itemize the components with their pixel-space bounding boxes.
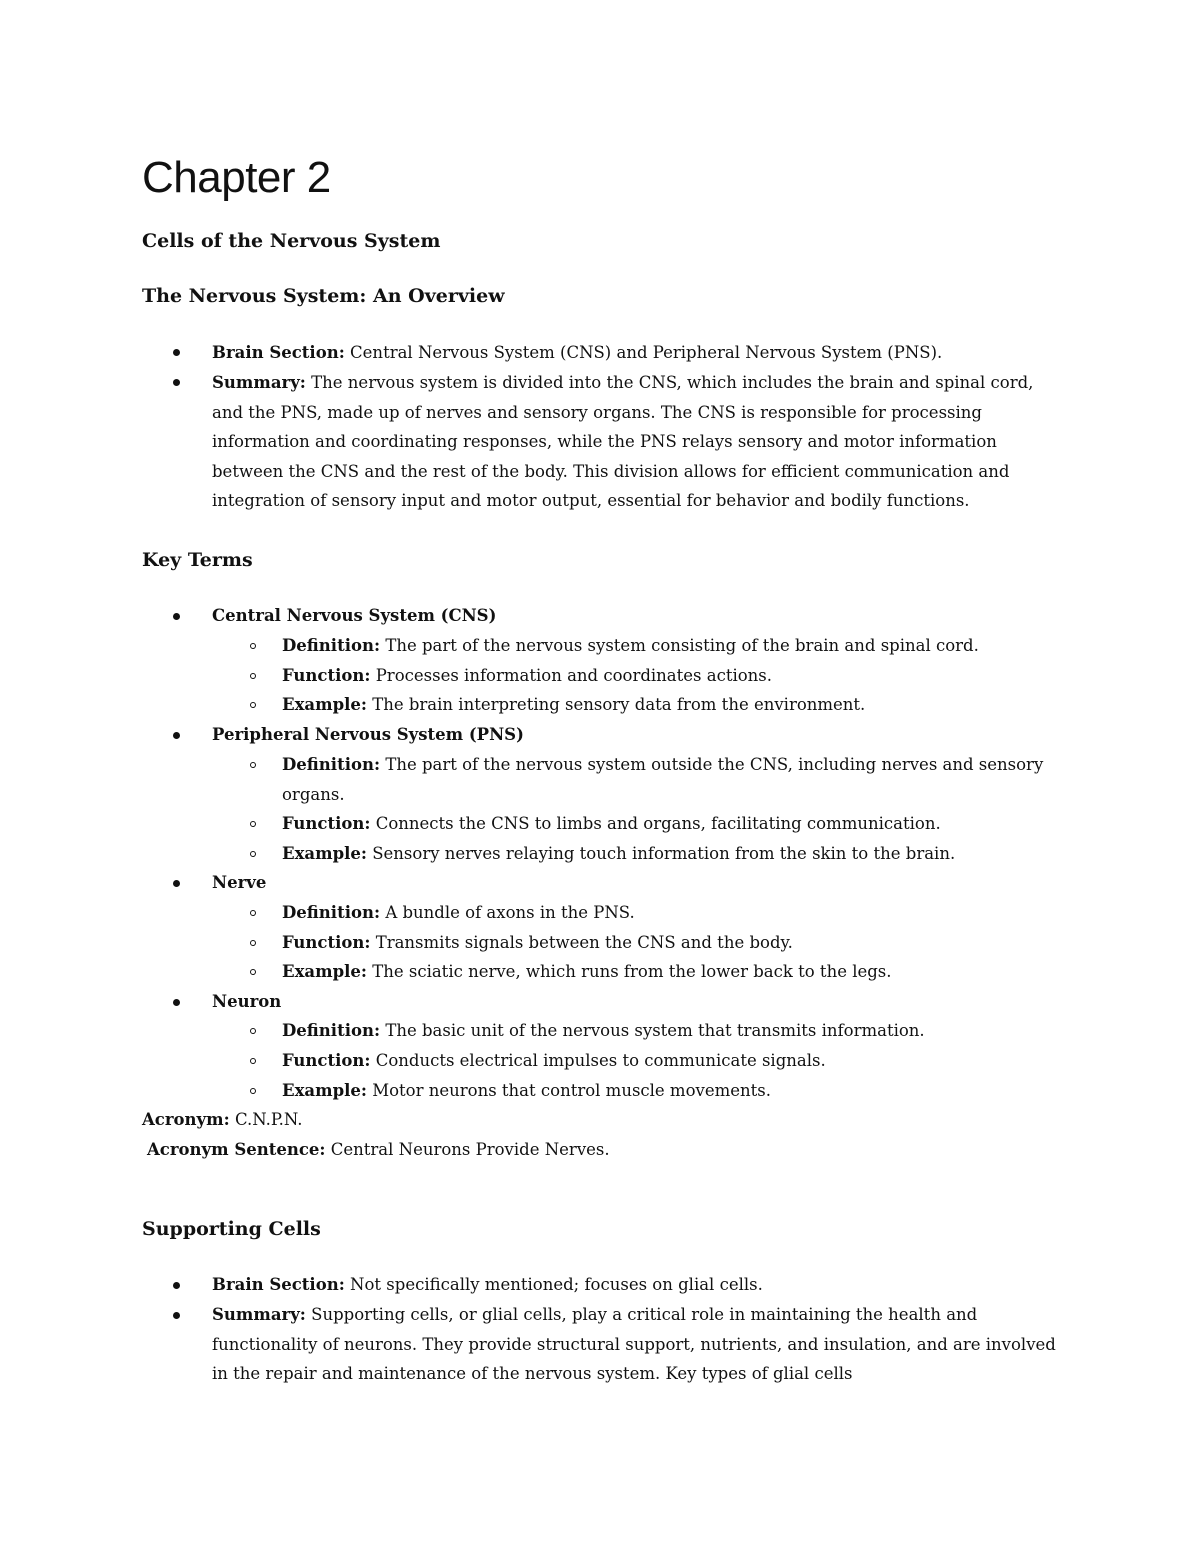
- bullet-text: Supporting cells, or glial cells, play a critical role in maintaining the health and functionality of neurons. They provide structural support, nutrients, and insulation, and are involved in the repair and maintenance of the nervous system. Key types of glial cells: [212, 1305, 1056, 1384]
- term-example: [282, 957, 892, 987]
- example-label: Example:: [282, 695, 367, 714]
- example-label: Example:: [282, 962, 367, 981]
- bullet-text: Central Nervous System (CNS) and Peripheral Nervous System (PNS).: [350, 343, 943, 362]
- bullet-icon: [173, 1312, 180, 1319]
- term-example: [282, 839, 955, 869]
- function-label: Function:: [282, 814, 371, 833]
- term-definition: [282, 898, 635, 928]
- bullet-text: Not specifically mentioned; focuses on glial cells.: [350, 1275, 763, 1294]
- function-text: Transmits signals between the CNS and the body.: [375, 933, 793, 952]
- definition-label: Definition:: [282, 903, 381, 922]
- bullet-label: Summary:: [212, 1305, 306, 1324]
- definition-text: The part of the nervous system consisting of the brain and spinal cord.: [385, 636, 979, 655]
- bullet-label: Brain Section:: [212, 343, 345, 362]
- bullet-icon: [173, 732, 180, 739]
- sub-bullet-icon: [250, 1088, 256, 1094]
- acronym-sentence-text: Central Neurons Provide Nerves.: [330, 1140, 610, 1159]
- bullet-icon: [173, 880, 180, 887]
- sub-bullet-icon: [250, 643, 256, 649]
- acronym: [142, 1105, 302, 1135]
- term-name-cns: Central Nervous System (CNS): [212, 606, 497, 625]
- term-example: [282, 1076, 771, 1106]
- function-label: Function:: [282, 933, 371, 952]
- sub-bullet-icon: [250, 940, 256, 946]
- function-label: Function:: [282, 1051, 371, 1070]
- sub-bullet-icon: [250, 702, 256, 708]
- term-function: [282, 809, 941, 839]
- function-text: Processes information and coordinates actions.: [375, 666, 773, 685]
- term-name-neuron: Neuron: [212, 992, 282, 1011]
- example-text: The sciatic nerve, which runs from the lower back to the legs.: [372, 962, 892, 981]
- example-text: Motor neurons that control muscle movements.: [372, 1081, 771, 1100]
- sub-bullet-icon: [250, 969, 256, 975]
- bullet-text: The nervous system is divided into the CNS, which includes the brain and spinal cord, and the PNS, made up of nerves and sensory organs. The CNS is responsible for processing information and coordinating responses, while the PNS relays sensory and motor information between the CNS and the rest of the body. This division allows for efficient communication and integration of sensory input and motor output, essential for behavior and bodily functions.: [212, 373, 1034, 511]
- overview-bullet-brain-section: [212, 338, 942, 368]
- definition-text: The part of the nervous system outside the CNS, including nerves and sensory organs.: [282, 755, 1044, 804]
- definition-label: Definition:: [282, 636, 381, 655]
- acronym-label: Acronym:: [142, 1110, 230, 1129]
- sub-bullet-icon: [250, 910, 256, 916]
- sub-bullet-icon: [250, 762, 256, 768]
- sub-bullet-icon: [250, 821, 256, 827]
- acronym-sentence: [147, 1135, 610, 1165]
- term-example: [282, 690, 865, 720]
- term-function: [282, 928, 793, 958]
- overview-heading: The Nervous System: An Overview: [142, 285, 505, 307]
- key-terms-heading: Key Terms: [142, 549, 253, 571]
- term-function: [282, 1046, 826, 1076]
- bullet-icon: [173, 379, 180, 386]
- function-label: Function:: [282, 666, 371, 685]
- sub-bullet-icon: [250, 673, 256, 679]
- chapter-title: Chapter 2: [142, 153, 331, 202]
- definition-label: Definition:: [282, 1021, 381, 1040]
- sub-bullet-icon: [250, 851, 256, 857]
- overview-bullet-summary: [212, 368, 1062, 516]
- supporting-cells-heading: Supporting Cells: [142, 1218, 321, 1240]
- definition-text: A bundle of axons in the PNS.: [385, 903, 635, 922]
- sub-bullet-icon: [250, 1058, 256, 1064]
- term-name-nerve: Nerve: [212, 873, 267, 892]
- bullet-label: Summary:: [212, 373, 306, 392]
- term-definition: [282, 631, 979, 661]
- term-definition: [282, 750, 1062, 809]
- bullet-icon: [173, 1282, 180, 1289]
- bullet-icon: [173, 999, 180, 1006]
- supporting-bullet-summary: [212, 1300, 1062, 1389]
- definition-label: Definition:: [282, 755, 381, 774]
- supporting-bullet-brain-section: [212, 1270, 763, 1300]
- example-text: Sensory nerves relaying touch information from the skin to the brain.: [372, 844, 956, 863]
- example-text: The brain interpreting sensory data from the environment.: [372, 695, 866, 714]
- acronym-text: C.N.P.N.: [234, 1110, 303, 1129]
- definition-text: The basic unit of the nervous system that transmits information.: [385, 1021, 925, 1040]
- term-definition: [282, 1016, 925, 1046]
- term-function: [282, 661, 772, 691]
- bullet-icon: [173, 613, 180, 620]
- acronym-sentence-label: Acronym Sentence:: [147, 1140, 326, 1159]
- function-text: Conducts electrical impulses to communicate signals.: [375, 1051, 826, 1070]
- function-text: Connects the CNS to limbs and organs, facilitating communication.: [375, 814, 941, 833]
- section-title: Cells of the Nervous System: [142, 230, 441, 252]
- bullet-icon: [173, 349, 180, 356]
- bullet-label: Brain Section:: [212, 1275, 345, 1294]
- example-label: Example:: [282, 844, 367, 863]
- sub-bullet-icon: [250, 1028, 256, 1034]
- term-name-pns: Peripheral Nervous System (PNS): [212, 725, 524, 744]
- example-label: Example:: [282, 1081, 367, 1100]
